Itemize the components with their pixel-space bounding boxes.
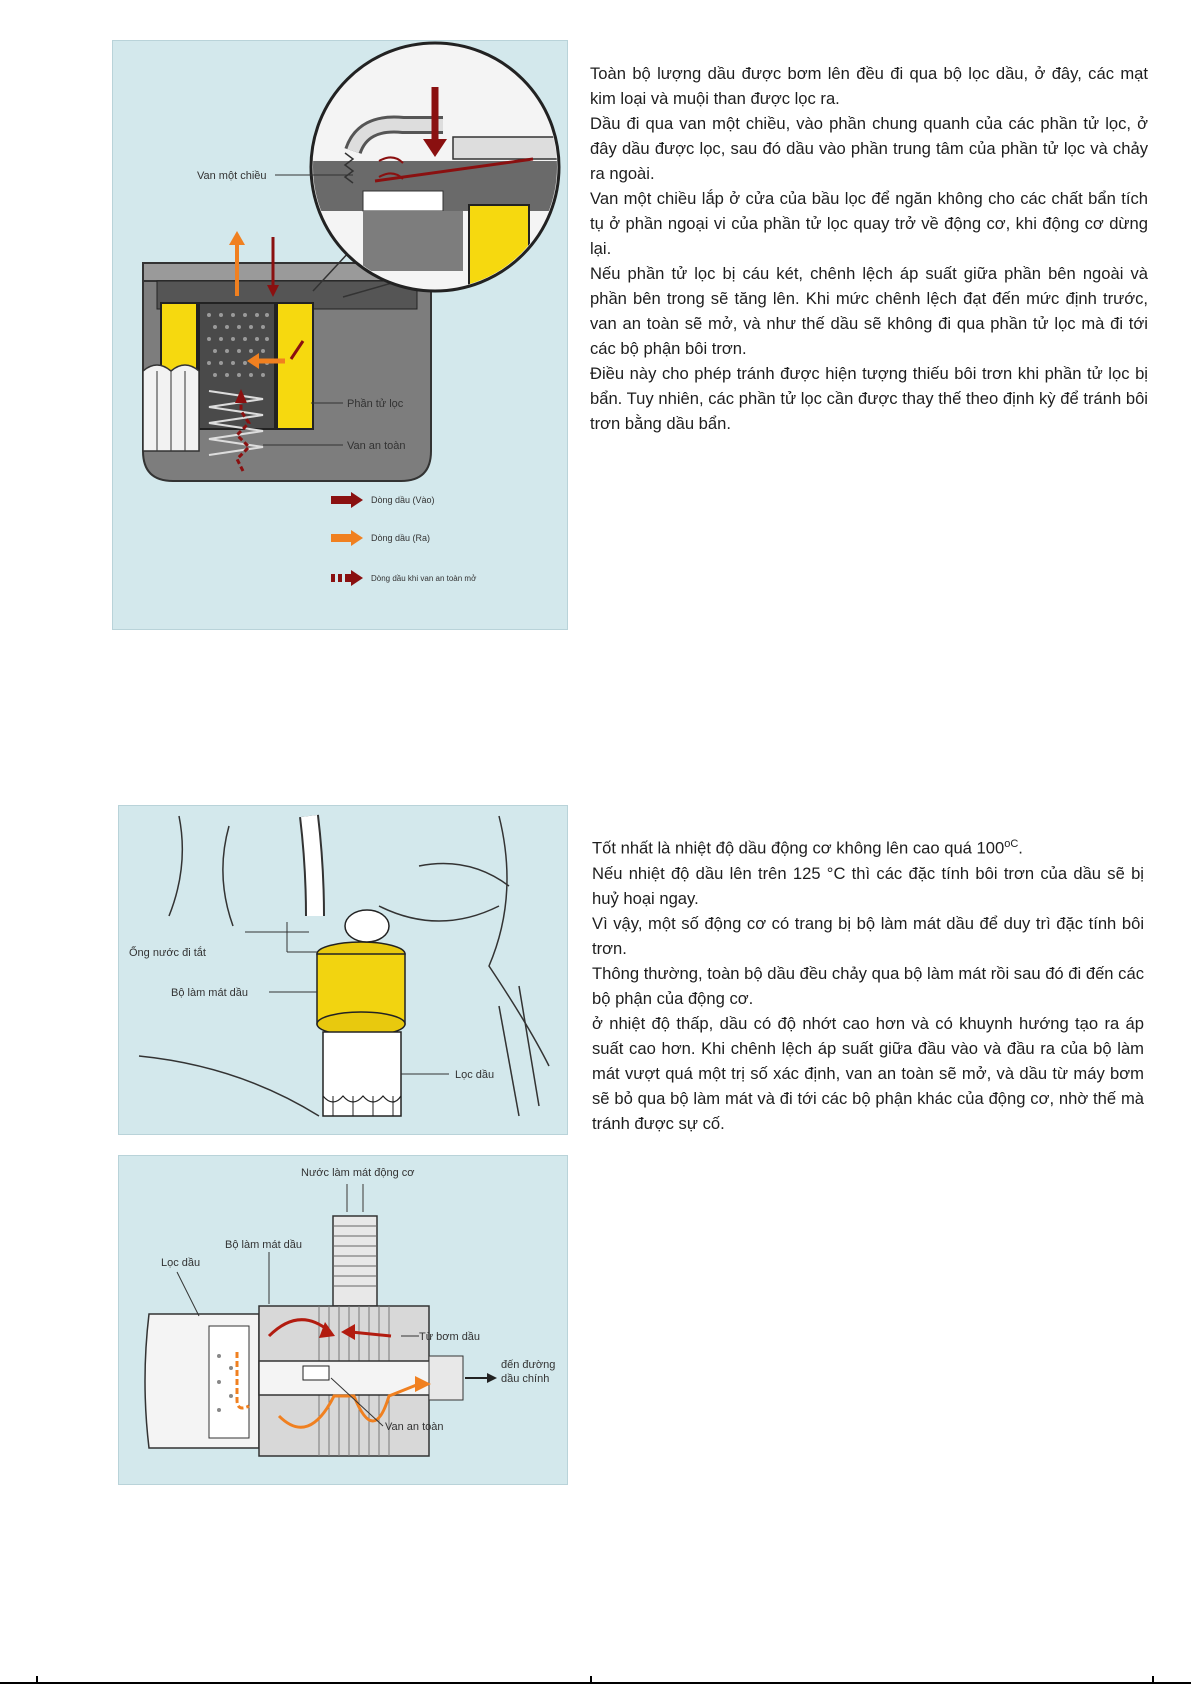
- oil-cooler-description: [592, 832, 1144, 1136]
- page-bottom-tick: [590, 1676, 592, 1684]
- filter-element-label: Phần tử lọc: [347, 398, 404, 410]
- paragraph: [592, 832, 1144, 861]
- paragraph: Thông thường, toàn bộ dầu đều chảy qua bộ làm mát rồi sau đó đi đến các bộ phận của động cơ.: [592, 963, 1144, 1008]
- legend-label-outflow: Dòng dầu (Ra): [371, 533, 431, 543]
- page-bottom-tick: [36, 1676, 38, 1684]
- legend-swatch-outflow: [331, 534, 353, 542]
- to-main-line-label-2: dầu chính: [501, 1373, 550, 1385]
- to-main-line-label: đến đường: [501, 1359, 556, 1371]
- legend-swatch-inflow: [331, 496, 353, 504]
- paragraph-text: Tốt nhất là nhiệt độ dầu động cơ không lên cao quá 100: [592, 838, 1005, 858]
- legend-label-relief: Dòng dầu khi van an toàn mở: [371, 574, 477, 583]
- paragraph: ở nhiệt độ thấp, dầu có độ nhớt cao hơn và có khuynh hướng tạo ra áp suất cao hơn. Khi chênh lệch áp suất giữa đầu vào và đầu ra của bộ làm mát vượt quá một trị số xác định, van an toàn sẽ mở, và dầu từ máy bơm sẽ bỏ qua bộ làm mát và đi tới các bộ phận khác của động cơ, nhờ thế mà tránh được sự cố.: [592, 1013, 1144, 1133]
- oil-cooler-installed-figure: [118, 805, 568, 1135]
- oil-cooler-section-figure: [118, 1155, 568, 1485]
- legend: [331, 492, 477, 586]
- relief-valve-label: Van an toàn: [385, 1421, 444, 1433]
- check-valve-label: Van một chiều: [197, 170, 267, 182]
- oil-filter-description: [590, 61, 1148, 436]
- paragraph: Toàn bộ lượng dầu được bơm lên đều đi qua bộ lọc dầu, ở đây, các mạt kim loại và muội than được lọc ra.: [590, 64, 1148, 108]
- legend-label-inflow: Dòng dầu (Vào): [371, 495, 435, 505]
- paragraph: Van một chiều lắp ở cửa của bầu lọc để ngăn không cho các chất bẩn tích tụ ở phần ngoại vi của phần tử lọc quay trở về động cơ, khi động cơ dừng lại.: [590, 189, 1148, 258]
- oil-filter-label: Lọc dầu: [455, 1069, 495, 1081]
- page-bottom-rule: [0, 1682, 1191, 1684]
- oil-cooler-installed-illustration: [119, 806, 568, 1135]
- oil-cooler-label: Bộ làm mát dầu: [171, 987, 249, 999]
- page-bottom-tick: [1152, 1676, 1154, 1684]
- paragraph: Dầu đi qua van một chiều, vào phần chung quanh của các phần tử lọc, ở đây dầu được lọc, sau đó dầu vào phần trung tâm của phần tử lọc và chảy ra ngoài.: [590, 114, 1148, 183]
- paragraph: Nếu phần tử lọc bị cáu két, chênh lệch áp suất giữa phần bên ngoài và phần bên trong sẽ tăng lên. Khi mức chênh lệch đạt đến mức định trước, van an toàn sẽ mở, và như thế dầu sẽ không đi qua phần tử lọc mà đi tới các bộ phận bôi trơn.: [590, 264, 1148, 358]
- degree-superscript: oC: [1004, 838, 1019, 850]
- oil-filter-figure: [112, 40, 568, 630]
- oil-filter-illustration: [113, 41, 568, 630]
- engine-coolant-label: Nước làm mát động cơ: [301, 1167, 415, 1179]
- water-pipe-label: Ống nước đi tắt: [129, 947, 206, 959]
- paragraph: Điều này cho phép tránh được hiện tượng thiếu bôi trơn khi phần tử lọc bị bẩn. Tuy nhiên, các phần tử lọc cần được thay thế theo định kỳ để tránh bôi trơn bằng dầu bẩn.: [590, 364, 1148, 433]
- paragraph: Nếu nhiệt độ dầu lên trên 125 °C thì các đặc tính bôi trơn của dầu sẽ bị huỷ hoại ngay.: [592, 863, 1144, 908]
- relief-valve-label: Van an toàn: [347, 440, 406, 452]
- oil-cooler-label: Bộ làm mát dầu: [225, 1239, 303, 1251]
- oil-filter-label: Lọc dầu: [161, 1257, 201, 1269]
- from-pump-label: Từ bơm dầu: [419, 1331, 481, 1343]
- paragraph-period: .: [1018, 838, 1023, 858]
- oil-cooler-section-illustration: [119, 1156, 568, 1485]
- legend-swatch-relief: [331, 574, 335, 582]
- paragraph: Vì vậy, một số động cơ có trang bị bộ làm mát dầu để duy trì đặc tính bôi trơn.: [592, 913, 1144, 958]
